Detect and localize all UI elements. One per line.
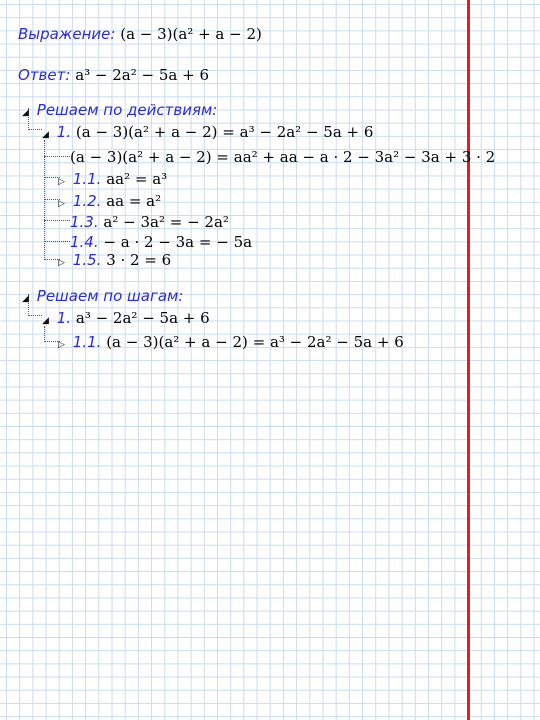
substep-math: a² − 3a² = − 2a² (103, 213, 229, 231)
tree-connector (44, 220, 70, 221)
substep-number: 1.2. (72, 192, 102, 210)
step-number: 1. (56, 309, 72, 327)
triangle-down-icon[interactable]: ◢ (22, 108, 29, 118)
triangle-right-icon[interactable]: ▷ (58, 177, 65, 187)
by-steps-header[interactable]: Решаем по шагам: (36, 287, 184, 305)
substep-number: 1.3. (70, 213, 99, 231)
by-steps-header-row[interactable] (22, 286, 183, 306)
substep-math: 3 · 2 = 6 (106, 251, 172, 269)
expression-label: Выражение: (18, 25, 116, 43)
substep-math: (a − 3)(a² + a − 2) = a³ − 2a² − 5a + 6 (106, 333, 404, 351)
substep-math: − a · 2 − 3a = − 5a (103, 233, 253, 251)
by-actions-header-row[interactable] (22, 100, 217, 120)
substep-row (70, 212, 229, 232)
notebook-margin-line (467, 0, 470, 720)
substep-math: aa² = a³ (106, 170, 168, 188)
answer-label: Ответ: (18, 66, 71, 84)
expression-row (18, 24, 262, 44)
step1-math: (a − 3)(a² + a − 2) = a³ − 2a² − 5a + 6 (75, 123, 374, 141)
substep-row[interactable] (58, 332, 404, 352)
by-steps-step1-row[interactable] (42, 308, 210, 328)
triangle-down-icon[interactable]: ◢ (42, 130, 49, 140)
answer-math: a³ − 2a² − 5a + 6 (75, 66, 209, 84)
tree-connector (44, 140, 45, 260)
by-actions-header[interactable]: Решаем по действиям: (36, 101, 218, 119)
tree-connector (44, 241, 70, 242)
triangle-right-icon[interactable]: ▷ (58, 340, 65, 350)
tree-connector (28, 129, 42, 130)
expansion-math: (a − 3)(a² + a − 2) = aa² + aa − a · 2 − 3a² − 3a + 3 · 2 (70, 148, 496, 166)
answer-row (18, 65, 209, 85)
expression-math: (a − 3)(a² + a − 2) (120, 25, 262, 43)
triangle-right-icon[interactable]: ▷ (58, 199, 65, 209)
tree-connector (28, 315, 42, 316)
step1-math: a³ − 2a² − 5a + 6 (75, 309, 210, 327)
step-number: 1. (56, 123, 72, 141)
expansion-row (70, 147, 495, 167)
substep-number: 1.1. (72, 333, 102, 351)
substep-number: 1.5. (72, 251, 102, 269)
by-actions-step1-row[interactable] (42, 122, 373, 142)
substep-row[interactable] (58, 169, 167, 189)
substep-row (70, 232, 252, 252)
substep-row[interactable] (58, 250, 171, 270)
substep-number: 1.1. (72, 170, 102, 188)
substep-row[interactable] (58, 191, 161, 211)
tree-connector (44, 326, 45, 342)
triangle-down-icon[interactable]: ◢ (42, 316, 49, 326)
substep-math: aa = a² (106, 192, 162, 210)
substep-number: 1.4. (70, 233, 99, 251)
tree-connector (44, 156, 70, 157)
triangle-right-icon[interactable]: ▷ (58, 258, 65, 268)
triangle-down-icon[interactable]: ◢ (22, 294, 29, 304)
